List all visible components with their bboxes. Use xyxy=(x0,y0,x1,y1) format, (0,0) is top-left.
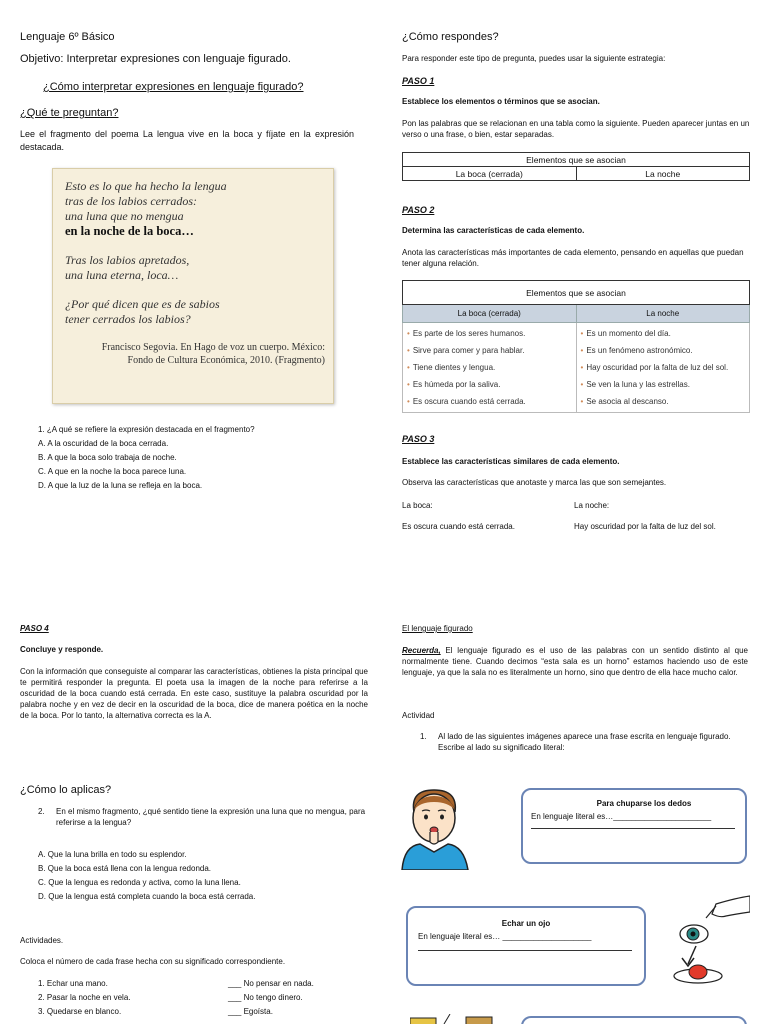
paso-3-heading: Establece las características similares de cada elemento. xyxy=(402,457,620,466)
poem-line: una luna que no mengua xyxy=(65,209,184,223)
poem-line: tener cerrados los labios? xyxy=(65,312,191,326)
table-header: Elementos que se asocian xyxy=(403,281,750,305)
list-item: • Se ven la luna y las estrellas. xyxy=(580,380,690,389)
noche-characteristics xyxy=(576,323,750,413)
section-title-como-respondes: ¿Cómo respondes? xyxy=(402,31,499,43)
paso-4-label: PASO 4 xyxy=(20,624,49,633)
figurative-explanation xyxy=(402,645,748,678)
section-title-que-te-preguntan: ¿Qué te preguntan? xyxy=(20,107,119,119)
paso-3-label: PASO 3 xyxy=(402,434,435,444)
list-item: • Tiene dientes y lengua. xyxy=(407,363,496,372)
explanation-text: El lenguaje figurado es el uso de las palabras con un sentido distinto al que normalmente tiene. Cuando decimos “esta sala es un horno” estamos haciendo uso de este lenguaje, ya que la sala no es literalmente un horno, sino que dentro de ella hace mucho calor. xyxy=(402,646,748,677)
figurative-title: El lenguaje figurado xyxy=(402,624,473,633)
list-item: • Es húmeda por la saliva. xyxy=(407,380,501,389)
boca-characteristics xyxy=(403,323,577,413)
recuerda-label: Recuerda, xyxy=(402,646,441,655)
list-item: ___ Egoísta. xyxy=(228,1007,273,1016)
option-d: D. Que la lengua está completa cuando la boca está cerrada. xyxy=(38,892,256,901)
paso-2-label: PASO 2 xyxy=(402,205,435,215)
paso-1-label: PASO 1 xyxy=(402,76,435,86)
paso-1-heading: Establece los elementos o términos que se asocian. xyxy=(402,97,600,106)
question-2-options xyxy=(38,849,368,905)
elements-table-simple xyxy=(402,152,750,181)
phrase-box-chuparse-los-dedos xyxy=(521,788,747,864)
phrase-title: Echar un ojo xyxy=(501,919,551,928)
list-item: 1. Echar una mano. xyxy=(38,979,108,988)
list-item: • Se asocia al descanso. xyxy=(580,397,669,406)
list-item: • Es parte de los seres humanos. xyxy=(407,329,526,338)
option-b: B. Que la boca está llena con la lengua redonda. xyxy=(38,864,212,873)
boy-licking-fingers-illustration xyxy=(400,782,470,870)
list-item: 2. Pasar la noche en vela. xyxy=(38,993,131,1002)
phrases-list xyxy=(38,978,218,1020)
table-cell: La noche xyxy=(576,167,750,181)
question-2-text: En el mismo fragmento, ¿qué sentido tiene la expresión una luna que no mengua, para referirse a la lengua? xyxy=(56,807,366,827)
list-item: 3. Quedarse en blanco. xyxy=(38,1007,122,1016)
table-header: Elementos que se asocian xyxy=(403,153,750,167)
answer-line xyxy=(531,828,735,829)
option-a: A. A la oscuridad de la boca cerrada. xyxy=(38,439,169,448)
phrase-title: Para chuparse los dedos xyxy=(596,799,692,808)
list-item: • Es oscura cuando está cerrada. xyxy=(407,397,526,406)
main-title: ¿Cómo interpretar expresiones en lenguaje figurado? xyxy=(43,81,304,93)
course-header: Lenguaje 6º Básico xyxy=(20,31,115,43)
activities-text: Coloca el número de cada frase hecha con su significado correspondiente. xyxy=(20,957,286,966)
list-item: ___ No pensar en nada. xyxy=(228,979,314,988)
question-2-number: 2. xyxy=(38,807,45,816)
activities-title: Actividades. xyxy=(20,936,64,945)
list-item: ___ No tengo dinero. xyxy=(228,993,303,1002)
question-1-text: 1. ¿A qué se refiere la expresión destacada en el fragmento? xyxy=(38,425,255,434)
list-item: • Hay oscuridad por la falta de luz del sol. xyxy=(580,363,729,372)
column-header: La boca (cerrada) xyxy=(403,305,577,323)
poem-box xyxy=(52,168,334,404)
paso-3-text: Observa las características que anotaste y marca las que son semejantes. xyxy=(402,478,667,487)
section-title-como-lo-aplicas: ¿Cómo lo aplicas? xyxy=(20,784,112,796)
poem-line: Esto es lo que ha hecho la lengua xyxy=(65,179,227,193)
answer-line xyxy=(418,950,632,951)
literal-answer-field[interactable]: En lenguaje literal es…______________________ xyxy=(531,812,712,821)
paso-2-text: Anota las características más importantes de cada elemento, pensando en aquellas que puedan tener alguna relación. xyxy=(402,248,744,268)
activity-item-number: 1. xyxy=(420,732,427,741)
option-d: D. A que la luz de la luna se refleja en la boca. xyxy=(38,481,203,490)
question-1 xyxy=(38,424,358,494)
boca-label: La boca: xyxy=(402,501,433,510)
paso-1-text: Pon las palabras que se relacionan en una tabla como la siguiente. Pueden aparecer juntas en un verso o una frase, o bien, estar separadas. xyxy=(402,119,750,139)
activity-label: Actividad xyxy=(402,711,435,720)
intro-text: Lee el fragmento del poema La lengua vive en la boca y fíjate en la expresión destacada. xyxy=(20,129,354,152)
poem-line: ¿Por qué dicen que es de sabios xyxy=(65,297,220,311)
boca-similar: Es oscura cuando está cerrada. xyxy=(402,522,515,531)
noche-label: La noche: xyxy=(574,501,610,510)
paso-4-text: Con la información que conseguiste al comparar las características, obtienes la pista principal que te permitirá responder la pregunta. El poeta usa la imagen de la noche para referirse a la oscuridad de la boca cuando está cerrada. En este caso, sustituye la palabra oscuridad por la palabra noche y en vez de decir en la oscuridad de la boca, dice de manera poética en la noche de la boca. Por lo tanto, la alternativa correcta es la A. xyxy=(20,667,368,720)
table-cell: La boca (cerrada) xyxy=(403,167,577,181)
poem-highlight: en la noche de la boca… xyxy=(65,224,194,238)
phrase-box-partial xyxy=(521,1016,747,1024)
list-item: • Es un momento del día. xyxy=(580,329,671,338)
poem-citation xyxy=(65,341,333,367)
list-item: • Sirve para comer y para hablar. xyxy=(407,346,525,355)
literal-answer-field[interactable]: En lenguaje literal es… ____________________ xyxy=(418,932,592,941)
citation-line: Francisco Segovia. En Hago de voz un cuerpo. México: xyxy=(101,342,325,353)
option-c: C. Que la lengua es redonda y activa, como la luna llena. xyxy=(38,878,241,887)
poem-line: Tras los labios apretados, xyxy=(65,253,190,267)
phrase-box-echar-un-ojo xyxy=(406,906,646,986)
meanings-list xyxy=(228,978,368,1020)
poem-line: una luna eterna, loca… xyxy=(65,268,179,282)
eye-in-dish-illustration xyxy=(666,894,750,990)
column-header: La noche xyxy=(576,305,750,323)
paso-4-heading: Concluye y responde. xyxy=(20,645,104,654)
strategy-intro: Para responder este tipo de pregunta, puedes usar la siguiente estrategia: xyxy=(402,54,666,63)
list-item: • Es un fenómeno astronómico. xyxy=(580,346,693,355)
poem-line: tras de los labios cerrados: xyxy=(65,194,197,208)
option-b: B. A que la boca solo trabaja de noche. xyxy=(38,453,177,462)
characteristics-table xyxy=(402,280,750,413)
paso-2-heading: Determina las características de cada elemento. xyxy=(402,226,585,235)
option-a: A. Que la luna brilla en todo su esplendor. xyxy=(38,850,187,859)
objective: Objetivo: Interpretar expresiones con lenguaje figurado. xyxy=(20,53,291,65)
activity-item-text: Al lado de las siguientes imágenes aparece una frase escrita en lenguaje figurado. Escribe al lado su significado literal: xyxy=(438,732,731,752)
partial-illustration xyxy=(410,1014,500,1024)
noche-similar: Hay oscuridad por la falta de luz del sol. xyxy=(574,522,716,531)
citation-line: Fondo de Cultura Económica, 2010. (Fragmento) xyxy=(127,355,325,366)
option-c: C. A que en la noche la boca parece luna. xyxy=(38,467,187,476)
